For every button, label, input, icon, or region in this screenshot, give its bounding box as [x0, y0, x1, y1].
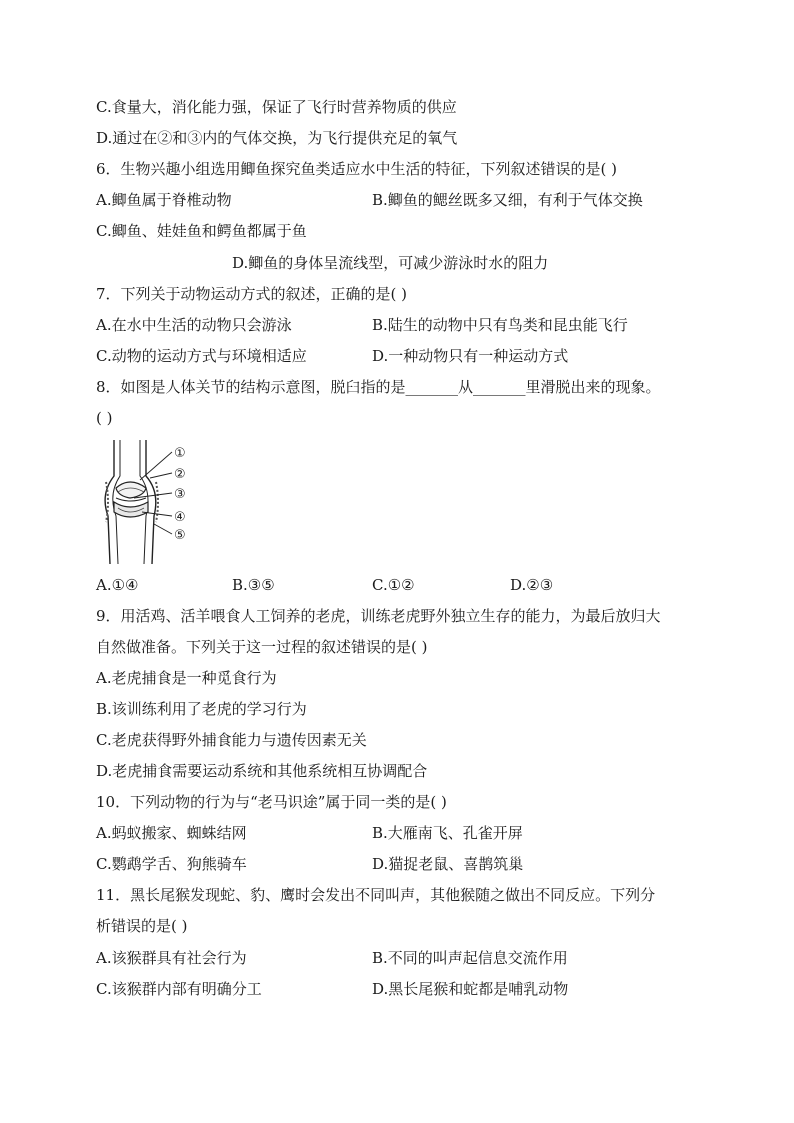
q9-option-d: D.老虎捕食需要运动系统和其他系统相互协调配合	[96, 762, 428, 780]
q8-option-d: D.②③	[510, 576, 554, 594]
q9-option-b: B.该训练利用了老虎的学习行为	[96, 700, 307, 718]
label-1: ①	[174, 446, 186, 461]
q6-option-b: B.鲫鱼的鳃丝既多又细，有利于气体交换	[372, 191, 643, 209]
q11-option-c: C.该猴群内部有明确分工	[96, 980, 262, 998]
q6-option-a: A.鲫鱼属于脊椎动物	[96, 191, 232, 209]
q9-option-a: A.老虎捕食是一种觅食行为	[96, 669, 277, 687]
q8-stem: 8．如图是人体关节的结构示意图，脱臼指的是_______从_______里滑脱出来的现象。	[96, 378, 661, 396]
q6-option-c: C.鲫鱼、娃娃鱼和鳄鱼都属于鱼	[96, 222, 307, 240]
q11-option-d: D.黑长尾猴和蛇都是哺乳动物	[372, 980, 569, 998]
q8-option-a: A.①④	[96, 576, 139, 594]
q10-option-b: B.大雁南飞、孔雀开屏	[372, 824, 523, 842]
q10-option-a: A.蚂蚁搬家、蜘蛛结网	[96, 824, 247, 842]
q10-option-d: D.猫捉老鼠、喜鹊筑巢	[372, 855, 524, 873]
q7-option-c: C.动物的运动方式与环境相适应	[96, 347, 307, 365]
q6-stem: 6．生物兴趣小组选用鲫鱼探究鱼类适应水中生活的特征，下列叙述错误的是( )	[96, 160, 618, 178]
q11-stem: 11．黑长尾猴发现蛇、豹、鹰时会发出不同叫声，其他猴随之做出不同反应。下列分	[96, 886, 656, 904]
q10-stem: 10．下列动物的行为与“老马识途”属于同一类的是( )	[96, 793, 447, 811]
q9-stem: 9．用活鸡、活羊喂食人工饲养的老虎，训练老虎野外独立生存的能力，为最后放归大	[96, 607, 661, 625]
q5-option-c: C.食量大，消化能力强，保证了飞行时营养物质的供应	[96, 98, 457, 116]
q5-option-d: D.通过在②和③内的气体交换，为飞行提供充足的氧气	[96, 129, 458, 147]
q8-stem-paren: ( )	[96, 409, 113, 427]
q11-stem-cont: 析错误的是( )	[96, 917, 188, 935]
label-5: ⑤	[174, 528, 186, 543]
label-2: ②	[174, 467, 186, 482]
q7-option-d: D.一种动物只有一种运动方式	[372, 347, 569, 365]
label-4: ④	[174, 510, 186, 525]
q10-option-c: C.鹦鹉学舌、狗熊骑车	[96, 855, 247, 873]
q11-option-b: B.不同的叫声起信息交流作用	[372, 949, 568, 967]
q7-stem: 7．下列关于动物运动方式的叙述，正确的是( )	[96, 285, 408, 303]
q6-option-d: D.鲫鱼的身体呈流线型，可减少游泳时水的阻力	[232, 254, 549, 272]
q7-option-b: B.陆生的动物中只有鸟类和昆虫能飞行	[372, 316, 628, 334]
q8-option-c: C.①②	[372, 576, 415, 594]
q7-option-a: A.在水中生活的动物只会游泳	[96, 316, 292, 334]
joint-structure-diagram	[96, 436, 206, 568]
q11-option-a: A.该猴群具有社会行为	[96, 949, 247, 967]
q9-stem-cont: 自然做准备。下列关于这一过程的叙述错误的是( )	[96, 638, 428, 656]
q9-option-c: C.老虎获得野外捕食能力与遗传因素无关	[96, 731, 367, 749]
q8-option-b: B.③⑤	[232, 576, 275, 594]
label-3: ③	[174, 487, 186, 502]
